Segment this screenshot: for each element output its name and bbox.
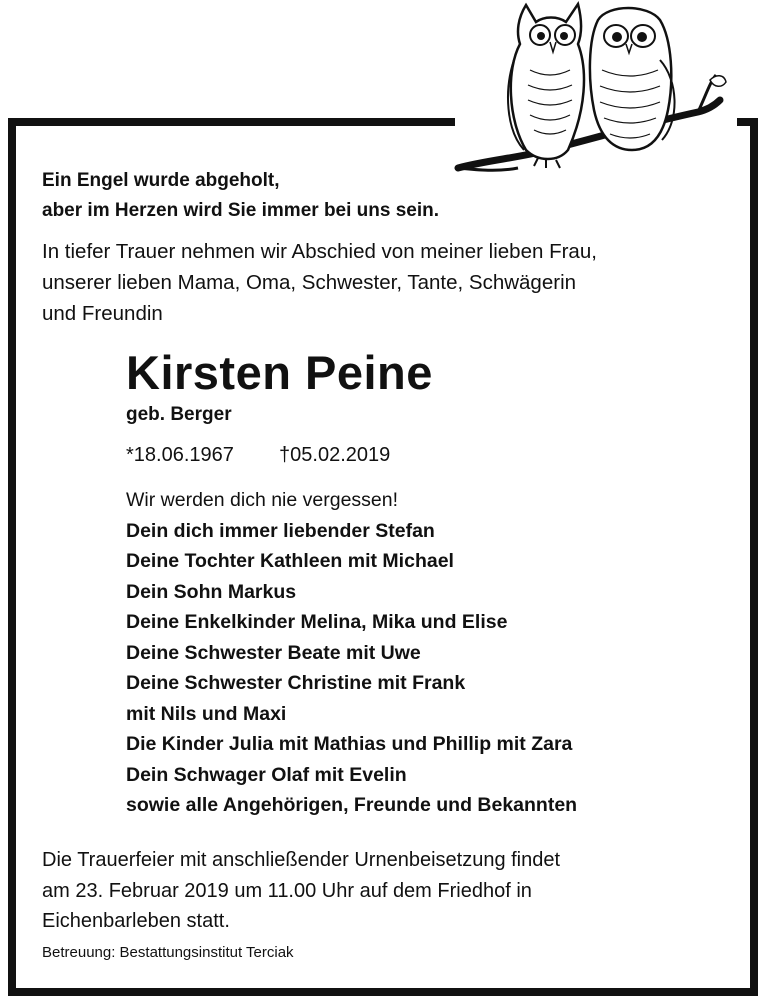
intro-bold-line: Ein Engel wurde abgeholt, xyxy=(42,170,280,191)
mourner-line: Dein Sohn Markus xyxy=(126,580,297,603)
death-date: †05.02.2019 xyxy=(279,444,391,466)
mourner-line: Die Kinder Julia mit Mathias und Phillip mit Zara xyxy=(126,733,573,755)
intro-line: unserer lieben Mama, Oma, Schwester, Tante, Schwägerin xyxy=(42,271,577,294)
intro-text xyxy=(42,236,597,329)
mourner-line: Deine Tochter Kathleen mit Michael xyxy=(126,550,454,572)
intro-bold-text xyxy=(42,166,439,226)
ceremony-line: am 23. Februar 2019 um 11.00 Uhr auf dem Friedhof in xyxy=(42,879,532,902)
life-dates xyxy=(126,444,390,467)
deceased-name: Kirsten Peine xyxy=(126,346,433,399)
intro-bold-line: aber im Herzen wird Sie immer bei uns sein. xyxy=(42,200,440,221)
birth-date: *18.06.1967 xyxy=(126,444,234,466)
mourner-line: Deine Schwester Christine mit Frank xyxy=(126,672,466,694)
mourners-block xyxy=(126,485,577,821)
mourner-line: Deine Schwester Beate mit Uwe xyxy=(126,641,421,664)
mourner-line: Dein dich immer liebender Stefan xyxy=(126,519,435,542)
intro-line: In tiefer Trauer nehmen wir Abschied von meiner lieben Frau, xyxy=(42,240,597,263)
intro-line: und Freundin xyxy=(42,302,163,325)
ceremony-line: Die Trauerfeier mit anschließender Urnenbeisetzung findet xyxy=(42,849,561,871)
owls-on-branch-illustration xyxy=(448,0,728,185)
funeral-home-credit: Betreuung: Bestattungsinstitut Terciak xyxy=(42,944,294,961)
mourner-line: Dein Schwager Olaf mit Evelin xyxy=(126,763,407,786)
ceremony-text xyxy=(42,845,560,937)
mourner-line: mit Nils und Maxi xyxy=(126,702,287,725)
mourner-line: sowie alle Angehörigen, Freunde und Bekannten xyxy=(126,794,578,816)
maiden-name: geb. Berger xyxy=(126,404,232,425)
farewell-line: Wir werden dich nie vergessen! xyxy=(126,489,399,511)
ceremony-line: Eichenbarleben statt. xyxy=(42,910,230,932)
mourner-line: Deine Enkelkinder Melina, Mika und Elise xyxy=(126,611,508,633)
right-owl xyxy=(590,8,675,150)
